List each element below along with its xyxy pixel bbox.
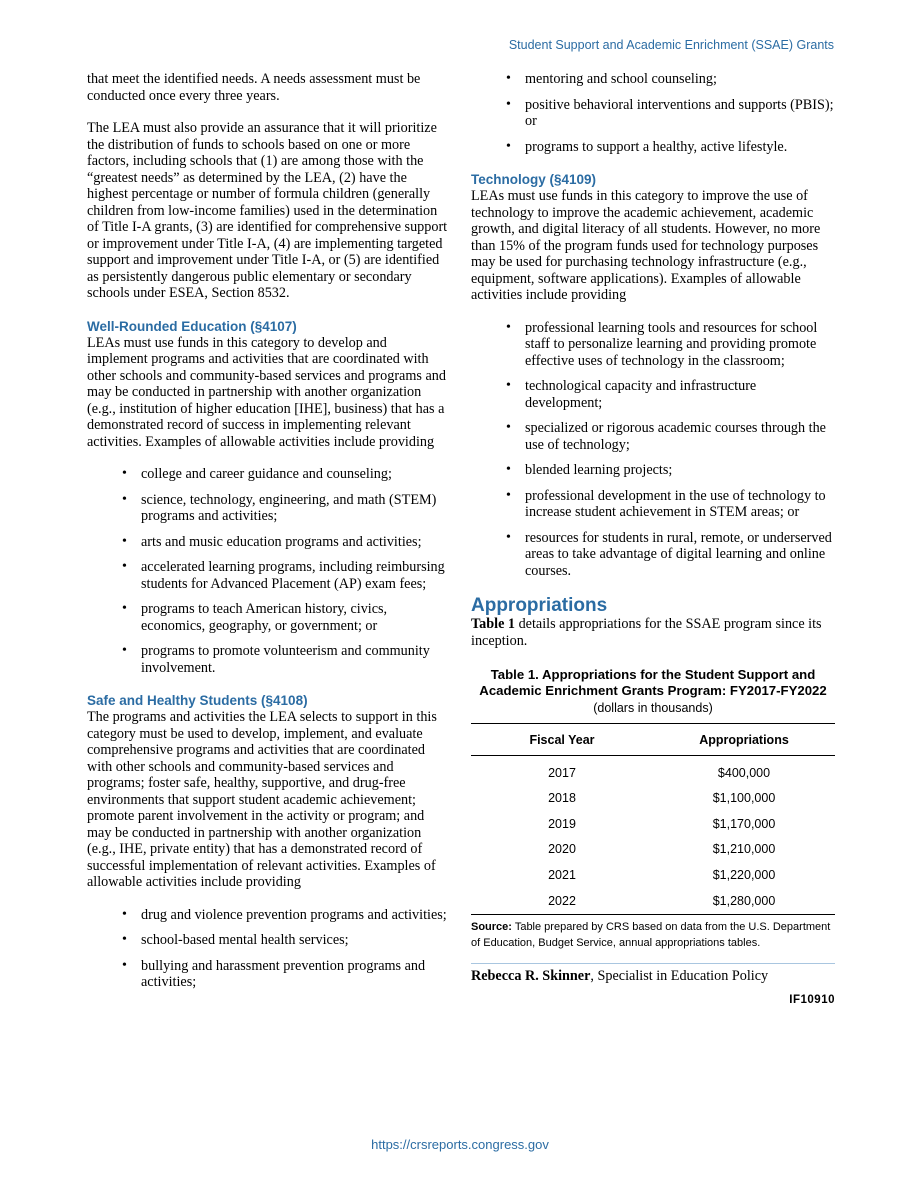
table-row bbox=[471, 756, 835, 786]
heading-appropriations: Appropriations bbox=[471, 595, 608, 616]
appropriations-text: details appropriations for the SSAE program since its inception. bbox=[471, 616, 822, 649]
list-item: • positive behavioral interventions and supports (PBIS); or bbox=[525, 97, 835, 130]
list-item: • school-based mental health services; bbox=[141, 932, 449, 949]
table-row bbox=[471, 837, 835, 863]
table-row bbox=[471, 888, 835, 914]
footer-url-link[interactable]: https://crsreports.congress.gov bbox=[371, 1137, 549, 1152]
paragraph-safe-healthy: The programs and activities the LEA selects to support in this category must be used to develop, implement, and evaluate comprehensive programs and activities that are coordinated with other schools and community-based services and programs; foster safe, healthy, supportive, and drug-free environments that support student academic achievement; promote parent involvement in the activity or program; and may be conducted in partnership with another organization (e.g., IHE, private entity) that has a demonstrated record of successful implementation of relevant activities. Examples of allowable activities include providing bbox=[87, 709, 437, 890]
source-text: Table prepared by CRS based on data from the U.S. Department of Education, Budget Service, annual appropriations tables. bbox=[471, 920, 831, 949]
list-item: • accelerated learning programs, including reimbursing students for Advanced Placement (AP) exam fees; bbox=[141, 559, 449, 592]
table-header-row bbox=[471, 723, 835, 756]
table-cell: 2017 bbox=[548, 765, 576, 780]
list-safe-healthy-continued bbox=[471, 71, 835, 155]
table-source-note bbox=[471, 919, 835, 951]
list-safe-healthy bbox=[87, 907, 449, 991]
column-header-fiscal-year: Fiscal Year bbox=[471, 723, 653, 756]
table-cell: $1,280,000 bbox=[653, 888, 835, 914]
list-well-rounded bbox=[87, 466, 449, 676]
table-row bbox=[471, 811, 835, 837]
table-cell: $1,210,000 bbox=[712, 842, 776, 857]
column-header-appropriations: Appropriations bbox=[653, 723, 835, 756]
list-item: • college and career guidance and counseling; bbox=[141, 466, 449, 483]
table-cell: 2021 bbox=[548, 867, 576, 882]
author-line bbox=[471, 968, 835, 985]
table-cell: $400,000 bbox=[717, 765, 771, 780]
table-title: Table 1. Appropriations for the Student Support and Academic Enrichment Grants Program: FY2017-FY2022 bbox=[479, 667, 827, 698]
table-cell: $1,170,000 bbox=[712, 816, 776, 831]
list-item: • resources for students in rural, remote, or underserved areas to take advantage of digital learning and online courses. bbox=[525, 530, 835, 580]
table-cell: $1,220,000 bbox=[712, 867, 776, 882]
paragraph-technology: LEAs must use funds in this category to improve the use of technology to improve the academic achievement, academic growth, and digital literacy of all students. However, no more than 15% of the program funds used for technology purposes may be used for purchasing technology infrastructure (e.g., equipment, software applications). Examples of allowable activities include providing bbox=[471, 188, 821, 303]
paragraph-assurance: The LEA must also provide an assurance that it will prioritize the distribution of funds to schools based on one or more factors, including schools that (1) are among those with the “greatest needs” as determined by the LEA, (2) have the highest percentage or number of formula children (generally children from low-income families) used in the determination of Title I-A grants, (3) are identified for comprehensive support or improvement under Title I-A, (4) are implementing targeted support and improvement under Title I-A, or (5) are identified as persistently dangerous public elementary or secondary schools under ESEA, Section 8532. bbox=[87, 120, 448, 301]
heading-safe-healthy-students: Safe and Healthy Students (§4108) bbox=[87, 693, 308, 708]
list-item: • professional development in the use of technology to increase student achievement in STEM areas; or bbox=[525, 488, 835, 521]
table-cell: $1,100,000 bbox=[712, 791, 776, 806]
table-row bbox=[471, 786, 835, 812]
table-reference[interactable]: Table 1 bbox=[471, 616, 516, 632]
table-subtitle: (dollars in thousands) bbox=[593, 701, 713, 715]
table-cell: 2020 bbox=[548, 842, 576, 857]
table-cell: 2018 bbox=[548, 791, 576, 806]
author-divider bbox=[471, 963, 835, 964]
list-item: • bullying and harassment prevention programs and activities; bbox=[141, 958, 449, 991]
author-title: , Specialist in Education Policy bbox=[590, 967, 769, 984]
right-column bbox=[471, 71, 835, 1009]
list-item: • mentoring and school counseling; bbox=[525, 71, 835, 88]
source-label: Source: bbox=[471, 920, 512, 933]
heading-well-rounded-education: Well-Rounded Education (§4107) bbox=[87, 318, 297, 334]
list-technology bbox=[471, 320, 835, 580]
list-item: • programs to teach American history, civics, economics, geography, or government; or bbox=[141, 601, 449, 634]
left-column bbox=[87, 71, 449, 1007]
list-item: • programs to support a healthy, active lifestyle. bbox=[525, 139, 835, 156]
appropriations-table-block bbox=[471, 667, 835, 951]
paragraph-appropriations bbox=[471, 616, 835, 649]
list-item: • programs to promote volunteerism and community involvement. bbox=[141, 643, 449, 676]
list-item: • science, technology, engineering, and math (STEM) programs and activities; bbox=[141, 492, 449, 525]
list-item: • blended learning projects; bbox=[525, 462, 835, 479]
product-code: IF10910 bbox=[789, 994, 835, 1007]
table-cell: 2019 bbox=[548, 816, 576, 831]
table-cell: 2022 bbox=[471, 888, 653, 914]
running-header: Student Support and Academic Enrichment (SSAE) Grants bbox=[508, 38, 834, 52]
list-item: • drug and violence prevention programs and activities; bbox=[141, 907, 449, 924]
paragraph-well-rounded: LEAs must use funds in this category to develop and implement programs and activities that are coordinated with other schools and community-based services and programs and may be conducted in partnership with another organization (e.g., institution of higher education [IHE], business) that has a demonstrated record of success in implementing relevant activities. Examples of allowable activities include providing bbox=[87, 334, 446, 450]
list-item: • arts and music education programs and activities; bbox=[141, 534, 449, 551]
list-item: • specialized or rigorous academic courses through the use of technology; bbox=[525, 420, 835, 453]
table-row bbox=[471, 862, 835, 888]
appropriations-table bbox=[471, 723, 835, 915]
list-item: • technological capacity and infrastructure development; bbox=[525, 378, 835, 411]
heading-technology: Technology (§4109) bbox=[471, 172, 597, 187]
author-name: Rebecca R. Skinner bbox=[471, 967, 591, 984]
paragraph-needs-assessment: that meet the identified needs. A needs assessment must be conducted once every three years. bbox=[87, 71, 421, 104]
list-item: • professional learning tools and resources for school staff to personalize learning and providing promote effective uses of technology in the classroom; bbox=[525, 320, 835, 370]
